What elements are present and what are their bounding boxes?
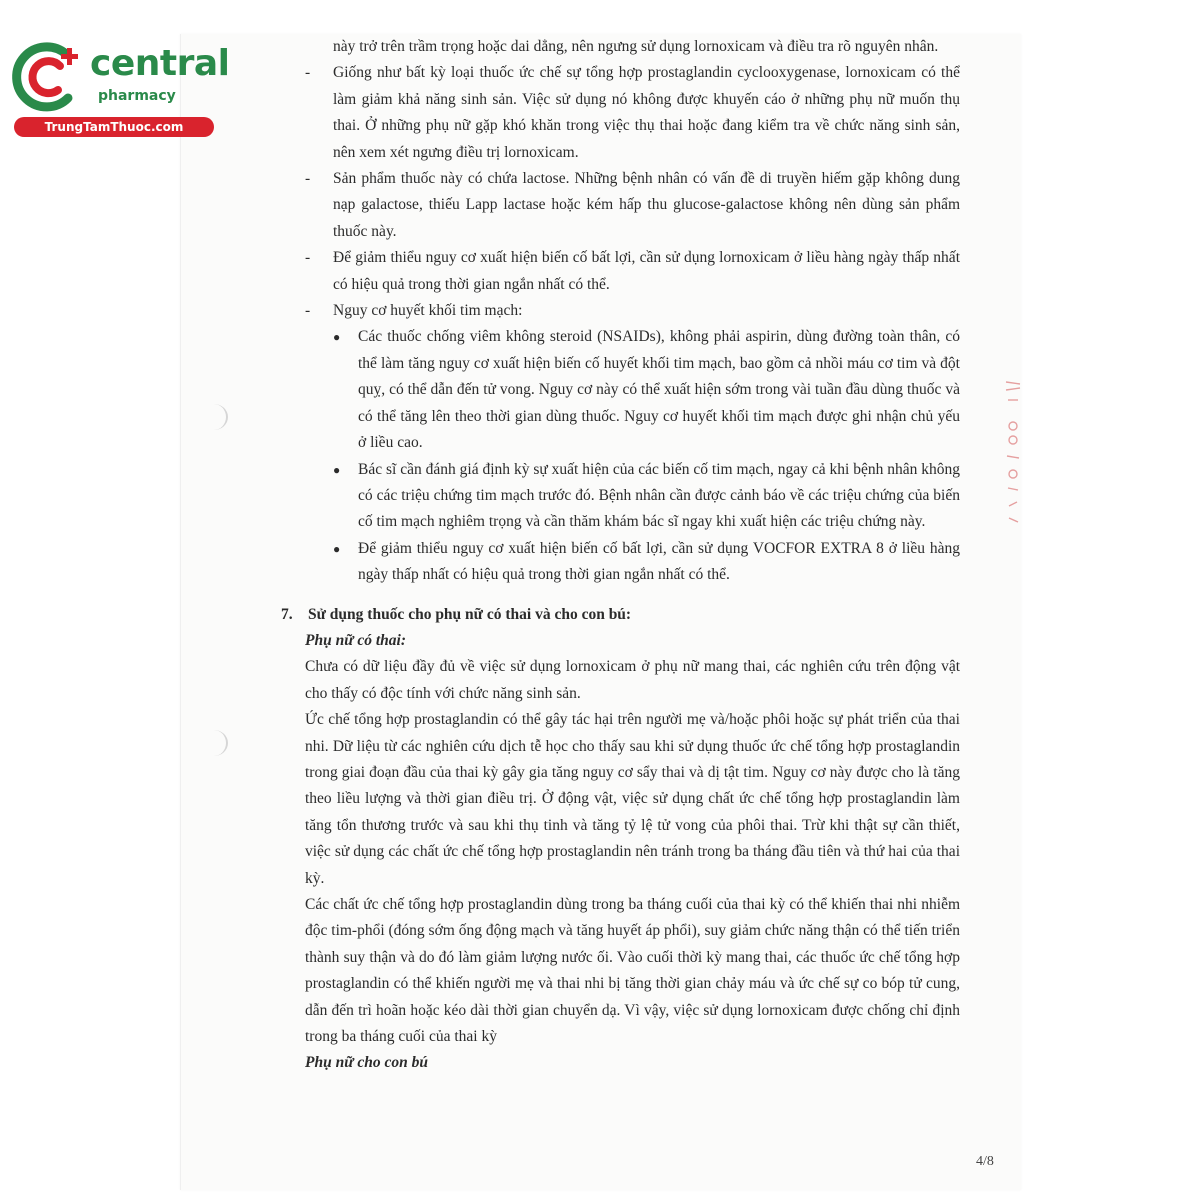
dash-item-text: Giống như bất kỳ loại thuốc ức chế sự tổng hợp prostaglandin cyclooxygenase, lornoxicam có thể làm giảm khả năng sinh sản. Việc sử dụng nó không được khuyến cáo ở những phụ nữ muốn thụ thai. Ở những phụ nữ gặp khó khăn trong việc thụ thai hoặc đang kiểm tra về chức năng sinh sản, nên xem xét ngưng điều trị lornoxicam. — [333, 64, 960, 161]
dash-marker: - — [305, 302, 311, 320]
paragraph: Chưa có dữ liệu đầy đủ về việc sử dụng lornoxicam ở phụ nữ mang thai, các nghiên cứu trên động vật cho thấy có độc tính với chức năng sinh sản. — [305, 658, 960, 702]
margin-stamp — [1000, 378, 1026, 528]
pharmacy-logo-icon — [10, 40, 86, 116]
bullet-marker: ● — [333, 330, 341, 345]
subsection-heading: Phụ nữ cho con bú — [305, 1054, 428, 1072]
page-number: 4/8 — [976, 1154, 994, 1169]
bullet-item — [305, 324, 960, 456]
logo-subtitle: pharmacy — [98, 88, 176, 104]
bullet-item — [305, 536, 960, 589]
section-heading — [281, 602, 936, 628]
punch-hole-shadow — [200, 404, 228, 430]
dash-item — [305, 245, 960, 298]
section-number: 7. — [281, 605, 293, 623]
bullet-marker: ● — [333, 462, 341, 477]
paragraph: Ức chế tổng hợp prostaglandin có thể gây tác hại trên người mẹ và/hoặc phôi hoặc sự phát triển của thai nhi. Dữ liệu từ các nghiên cứu dịch tễ học cho thấy sau khi sử dụng thuốc ức chế tổng hợp prostaglandin trong giai đoạn đầu của thai kỳ gây gia tăng nguy cơ sẩy thai và dị tật tim. Nguy cơ này được cho là tăng theo liều lượng và thời gian điều trị. Ở động vật, việc sử dụng chất ức chế tổng hợp prostaglandin làm tăng tổn thương trước và sau khi thụ tinh và tăng tỷ lệ tử vong của phôi thai. Trừ khi thật sự cần thiết, việc sử dụng các chất ức chế tổng hợp prostaglandin nên tránh trong ba tháng đầu tiên và thứ hai của thai kỳ. — [305, 711, 960, 887]
dash-item — [305, 60, 960, 166]
dash-marker: - — [305, 249, 311, 267]
dash-item-text: Để giảm thiểu nguy cơ xuất hiện biến cố bất lợi, cần sử dụng lornoxicam ở liều hàng ngày thấp nhất có hiệu quả trong thời gian ngắn nhất có thể. — [333, 249, 960, 293]
document-body — [281, 34, 960, 1077]
bullet-item-text: Các thuốc chống viêm không steroid (NSAIDs), không phải aspirin, dùng đường toàn thân, có thể làm tăng nguy cơ xuất hiện biến cố huyết khối tim mạch, bao gồm cả nhồi máu cơ tim và đột quỵ, có thể dẫn đến tử vong. Nguy cơ này có thể xuất hiện sớm trong vài tuần đầu dùng thuốc và có thể tăng lên theo thời gian dùng thuốc. Nguy cơ huyết khối tim mạch được ghi nhận chủ yếu ở liều cao. — [358, 328, 960, 452]
bullet-item-text: Để giảm thiểu nguy cơ xuất hiện biến cố bất lợi, cần sử dụng VOCFOR EXTRA 8 ở liều hàng ngày thấp nhất có hiệu quả trong thời gian ngắn nhất có thể. — [358, 539, 960, 584]
dash-item-text: Sản phẩm thuốc này có chứa lactose. Những bệnh nhân có vấn đề di truyền hiếm gặp không dung nạp galactose, thiếu Lapp lactase hoặc kém hấp thu glucose-galactose không nên dùng sản phẩm thuốc này. — [333, 170, 960, 240]
dash-marker: - — [305, 170, 311, 188]
bullet-marker: ● — [333, 541, 341, 556]
paragraph: Các chất ức chế tổng hợp prostaglandin dùng trong ba tháng cuối của thai kỳ có thể khiến thai nhi nhiễm độc tim-phổi (đóng sớm ống động mạch và tăng huyết áp phổi), suy giảm chức năng thận có thể tiến triển thành suy thận và do đó làm giảm lượng nước ối. Vào cuối thời kỳ mang thai, các thuốc ức chế tổng hợp prostaglandin có thể khiến người mẹ và thai nhi bị tăng thời gian chảy máu và ức chế sự co bóp tử cung, dẫn đến trì hoãn hoặc kéo dài thời gian chuyển dạ. Vì vậy, việc sử dụng lornoxicam được chống chỉ định trong ba tháng cuối của thai kỳ — [305, 896, 960, 1046]
logo-site-url: TrungTamThuoc.com — [14, 117, 214, 137]
subsection-heading: Phụ nữ có thai: — [305, 631, 407, 649]
bullet-item-text: Bác sĩ cần đánh giá định kỳ sự xuất hiện của các biến cố tim mạch, ngay cả khi bệnh nhân không có các triệu chứng tim mạch trước đó. Bệnh nhân cần được cảnh báo về các triệu chứng của biến cố tim mạch nghiêm trọng và cần thăm khám bác sĩ ngay khi xuất hiện các triệu chứng này. — [358, 460, 960, 531]
logo-wordmark: central — [90, 43, 230, 84]
dash-item — [305, 166, 960, 245]
section-title: Sử dụng thuốc cho phụ nữ có thai và cho con bú: — [308, 605, 632, 623]
dash-item — [305, 298, 960, 324]
pharmacy-logo[interactable] — [8, 36, 230, 136]
paragraph: này trở trên trầm trọng hoặc dai dẳng, nên ngưng sử dụng lornoxicam và điều tra rõ nguyên nhân. — [333, 38, 939, 55]
dash-marker: - — [305, 64, 311, 82]
punch-hole-shadow — [200, 730, 228, 756]
bullet-item — [305, 457, 960, 536]
dash-item-text: Nguy cơ huyết khối tim mạch: — [333, 302, 523, 320]
